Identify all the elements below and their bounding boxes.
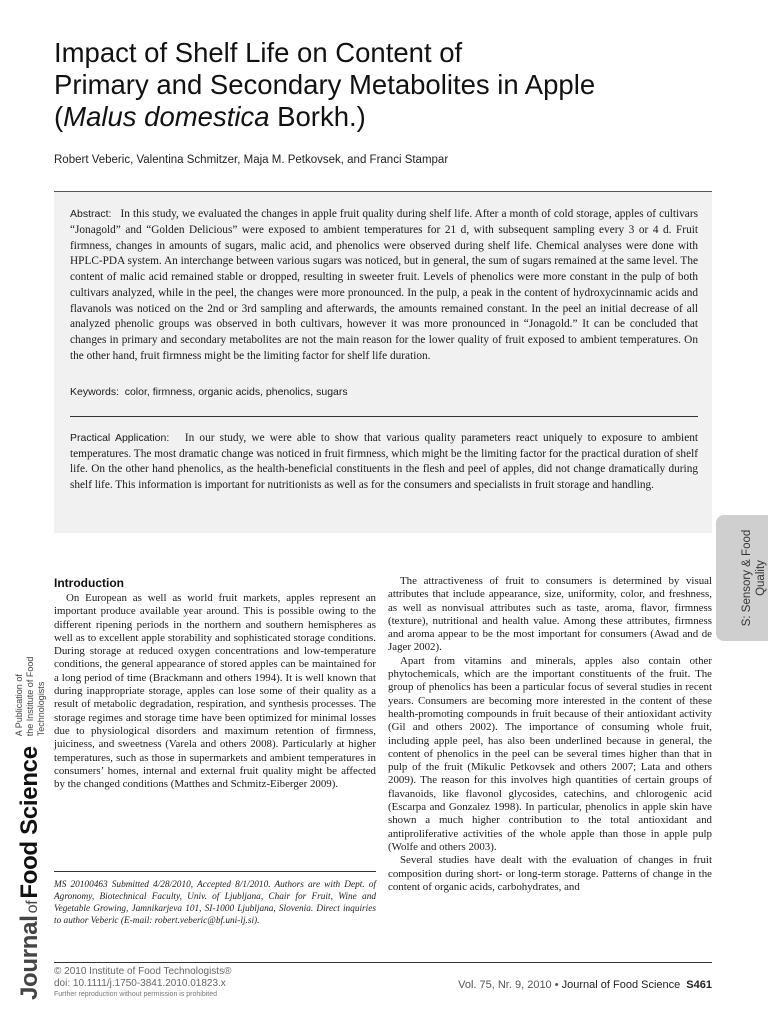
abstract-text: In this study, we evaluated the changes in apple fruit quality during shelf life. After a month of cold storage, apples of cultivars “Jonagold” and “Golden Delicious” were exposed to ambient temperatures for 21 d, with subsequent sampling every 3 or 4 d. Fruit firmness, changes in amounts of sugars, malic acid, and phenolics were observed during shelf life. Chemical analyses were done with HPLC-PDA system. An interchange between various sugars was noticed, but in general, the sum of sugars remained at the same level. The content of malic acid remained stable or dropped, resulting in sweeter fruit. Levels of phenolics were more constant in the pulp of both cultivars analyzed, while in the peel, the changes were more pronounced. In the pulp, a peak in the content of hydroxycinnamic acids and flavanols was noticed on the 2nd or 3rd sampling and afterwards, the amounts remained constant. In the peel an initial decrease of all analyzed phenolic groups was observed in both cultivars, however it was more pronounced in “Jonagold.” It can be concluded that changes in primary and secondary metabolites are not the main reason for the lower quality of fruit exposed to ambient temperatures. On the other hand, fruit firmness might be the limiting factor for shelf life duration. <box>70 208 698 362</box>
journal-brand <box>6 620 54 1000</box>
doi-text: doi: 10.1111/j.1750-3841.2010.01823.x <box>54 978 226 989</box>
abstract <box>70 207 698 365</box>
copyright-text: © 2010 Institute of Food Technologists® <box>54 966 232 977</box>
footnote: MS 20100463 Submitted 4/28/2010, Accepted 8/1/2010. Authors are with Dept. of Agronomy, Biotechnical Faculty, Univ. of Ljubljana, Chair for Fruit, Wine and Vegetable Growing, Jamnikarjeva 101, SI-1000 Ljubljana, Slovenia. Direct inquiries to author Veberic (E-mail: robert.veberic@bf.uni-lj.si). <box>54 880 376 927</box>
journal-brand-pub-line1: A Publication of <box>13 674 24 737</box>
page-number: S461 <box>686 979 712 991</box>
section-side-tab <box>716 515 768 641</box>
body-column-right <box>388 575 712 894</box>
footer-rule <box>54 962 712 963</box>
side-tab-line2: Quality <box>755 560 767 596</box>
footer-bullet: • <box>551 979 562 991</box>
practical-application <box>70 431 698 493</box>
abstract-label: Abstract: <box>70 208 112 220</box>
title-species: Malus domestica <box>63 101 270 132</box>
practical-application-label: Practical Application: <box>70 432 170 444</box>
title-paren-open: ( <box>54 101 64 132</box>
journal-brand-word3: Food Science <box>16 746 43 899</box>
section-heading-introduction: Introduction <box>54 576 124 590</box>
footer-page-info <box>458 979 712 991</box>
authors: Robert Veberic, Valentina Schmitzer, Maja M. Petkovsek, and Franci Stampar <box>54 154 449 166</box>
journal-brand-publisher <box>14 620 47 736</box>
footer-volume: Vol. 75, Nr. 9, 2010 <box>458 979 552 991</box>
keywords-text: color, firmness, organic acids, phenolics, sugars <box>124 386 348 398</box>
title-tail: Borkh.) <box>269 101 366 132</box>
reproduction-notice: Further reproduction without permission is prohibited <box>54 991 218 998</box>
footer-copyright <box>54 966 354 1000</box>
body-paragraph: On European as well as world fruit markets, apples represent an important produce available year around. This is possible owing to the different ripening periods in the northern and southern hemispheres as well as to excellent apple storability and sophisticated storage conditions. During storage at reduced oxygen concentrations and low-temperature conditions, the general appearance of stored apples can be maintained for a long period of time (Brackmann and others 1994). It is well known that during inappropriate storage, apples can lose some of their quality as a result of metabolic degradation, respiration, and synthesis processes. The storage regimes and storage time have been optimized for minimal losses due to physiological disorders and maximum retention of firmness, juiciness, and sweetness (Varela and others 2008). Particularly at higher temperatures, such as those in supermarkets and ambient temperatures in consumers’ homes, internal and external fruit quality might be affected by the changed conditions (Matthes and Schmitz-Eiberger 2009). <box>54 592 376 791</box>
title-line-species <box>54 101 694 133</box>
journal-brand-word1: Journal <box>16 915 43 1000</box>
journal-brand-pub-line2: the Institute of Food Technologists <box>24 656 46 737</box>
journal-brand-word2: of <box>24 900 41 914</box>
body-paragraph: The attractiveness of fruit to consumers is determined by visual attributes that include appearance, size, uniformity, color, and freshness, as well as nonvisual attributes such as taste, aroma, flavor, firmness (texture), nutritional and health value. Among these attributes, firmness and aroma appear to be the most important for consumers (Awad and de Jager 2002). <box>388 575 712 654</box>
practical-application-text: In our study, we were able to show that various quality parameters react uniquely to exposure to ambient temperatures. The most dramatic change was noticed in fruit firmness, which might be the limiting factor for the practical duration of shelf life. On the other hand phenolics, as the health-beneficial constituents in the flesh and peel of apples, did not change dramatically during shelf life. This information is important for nutritionists as well as for the consumers and specialists in fruit storage and handling. <box>70 432 698 491</box>
footnote-rule <box>54 871 376 872</box>
body-column-left <box>54 575 376 791</box>
body-paragraph: Several studies have dealt with the evaluation of changes in fruit composition during short- or long-term storage. Patterns of change in the content of organic acids, carbohydrates, and <box>388 854 712 893</box>
keywords-label: Keywords: <box>70 386 120 398</box>
footer-journal-name: Journal of Food Science <box>561 979 681 991</box>
title-lines: Impact of Shelf Life on Content of Primary and Secondary Metabolites in Apple <box>54 37 596 100</box>
article-title <box>54 37 694 133</box>
journal-brand-logo <box>16 746 44 1000</box>
side-tab-label <box>724 515 768 641</box>
keywords <box>70 385 698 400</box>
abstract-divider <box>70 416 698 417</box>
side-tab-line1: S: Sensory & Food <box>741 529 753 627</box>
body-paragraph: Apart from vitamins and minerals, apples also contain other phytochemicals, which are the important constituents of the fruit. The group of phenolics has been a particular focus of several studies in recent years. Consumers are becoming more interested in the content of these health-promoting compounds in fruit because of their antioxidant activity (Gil and others 2002). The importance of consuming whole fruit, including apple peel, has also been underlined because in general, the content of phenolics in the peel can be several times higher than that in pulp of the fruit (Mikulic Petkovsek and others 2007; Lata and others 2009). The reason for this involves high quantities of certain groups of flavanoids, like flavonol glycosides, catechins, and chlorogenic acid (Escarpa and Gonzalez 1998). In particular, phenolics in apple skin have shown a much higher contribution to the total antioxidant and antiproliferative activities of the whole apple than those in apple pulp (Wolfe and others 2003). <box>388 654 712 853</box>
